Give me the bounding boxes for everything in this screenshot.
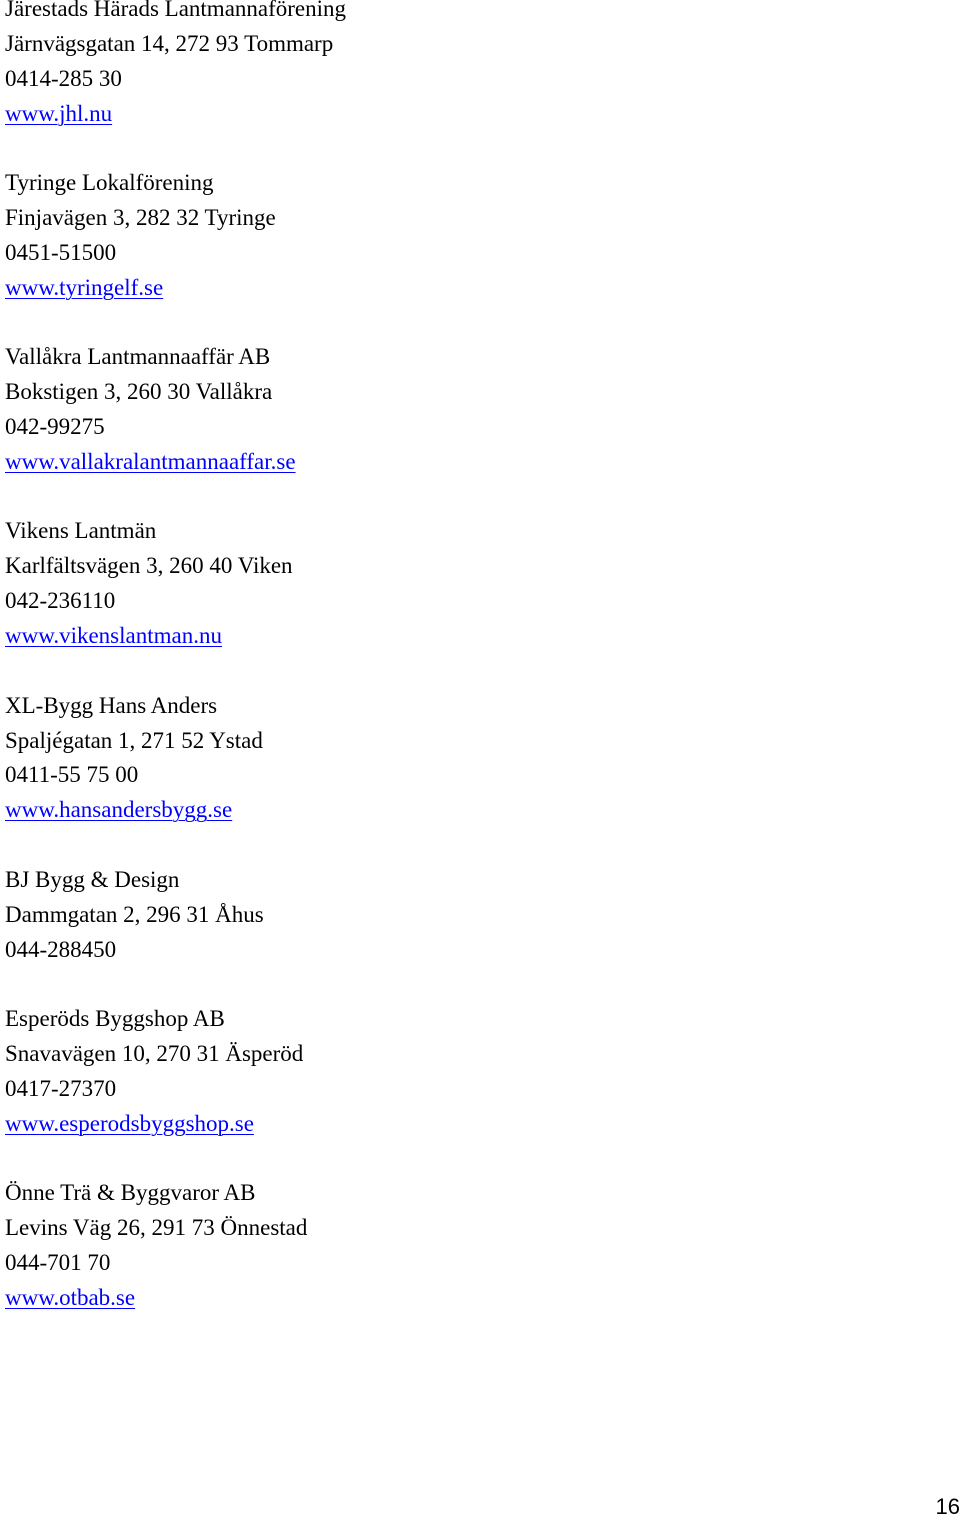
directory-entry-bj-bygg — [5, 863, 945, 968]
entry-phone: 042-99275 — [5, 414, 105, 440]
entry-website-link[interactable]: www.tyringelf.se — [5, 274, 164, 300]
entry-name: Tyringe Lokalförening — [5, 170, 214, 196]
entry-phone: 0451-51500 — [5, 239, 117, 265]
entry-website-link[interactable]: www.esperodsbyggshop.se — [5, 1110, 254, 1136]
entry-name: Esperöds Byggshop AB — [5, 1006, 225, 1032]
entry-website-link[interactable]: www.vallakralantmannaaffar.se — [5, 448, 296, 474]
entry-phone: 042-236110 — [5, 588, 116, 614]
entry-address: Karlfältsvägen 3, 260 40 Viken — [5, 553, 293, 579]
entry-name: XL-Bygg Hans Anders — [5, 692, 218, 718]
entry-phone: 0411-55 75 00 — [5, 762, 139, 788]
directory-entry-vikens — [5, 514, 945, 654]
entry-website-link[interactable]: www.hansandersbygg.se — [5, 797, 233, 823]
entry-address: Järnvägsgatan 14, 272 93 Tommarp — [5, 30, 334, 56]
entry-phone: 0417-27370 — [5, 1075, 117, 1101]
entry-address: Finjavägen 3, 282 32 Tyringe — [5, 205, 276, 231]
directory-entry-esperods — [5, 1002, 945, 1142]
entry-name: BJ Bygg & Design — [5, 866, 180, 892]
directory-entry-tyringe — [5, 166, 945, 306]
entry-address: Dammgatan 2, 296 31 Åhus — [5, 901, 264, 927]
entry-phone: 044-288450 — [5, 936, 117, 962]
entry-address: Snavavägen 10, 270 31 Äsperöd — [5, 1040, 304, 1066]
page-number: 16 — [935, 1494, 960, 1519]
entry-website-link[interactable]: www.vikenslantman.nu — [5, 623, 222, 649]
directory-entry-vallakra — [5, 340, 945, 480]
entry-name: Vikens Lantmän — [5, 518, 157, 544]
entry-website-link[interactable]: www.jhl.nu — [5, 100, 113, 126]
directory-entry-xl-bygg — [5, 689, 945, 829]
entry-phone: 044-701 70 — [5, 1249, 111, 1275]
entry-address: Spaljégatan 1, 271 52 Ystad — [5, 727, 263, 753]
directory-list — [5, 0, 945, 1350]
directory-entry-onne — [5, 1176, 945, 1316]
entry-phone: 0414-285 30 — [5, 65, 122, 91]
directory-entry-jarestads — [5, 0, 945, 132]
entry-address: Levins Väg 26, 291 73 Önnestad — [5, 1215, 308, 1241]
entry-website-link[interactable]: www.otbab.se — [5, 1284, 136, 1310]
entry-name: Järestads Härads Lantmannaförening — [5, 0, 347, 21]
entry-name: Önne Trä & Byggvaror AB — [5, 1180, 256, 1206]
entry-name: Vallåkra Lantmannaaffär AB — [5, 344, 271, 370]
entry-address: Bokstigen 3, 260 30 Vallåkra — [5, 379, 273, 405]
